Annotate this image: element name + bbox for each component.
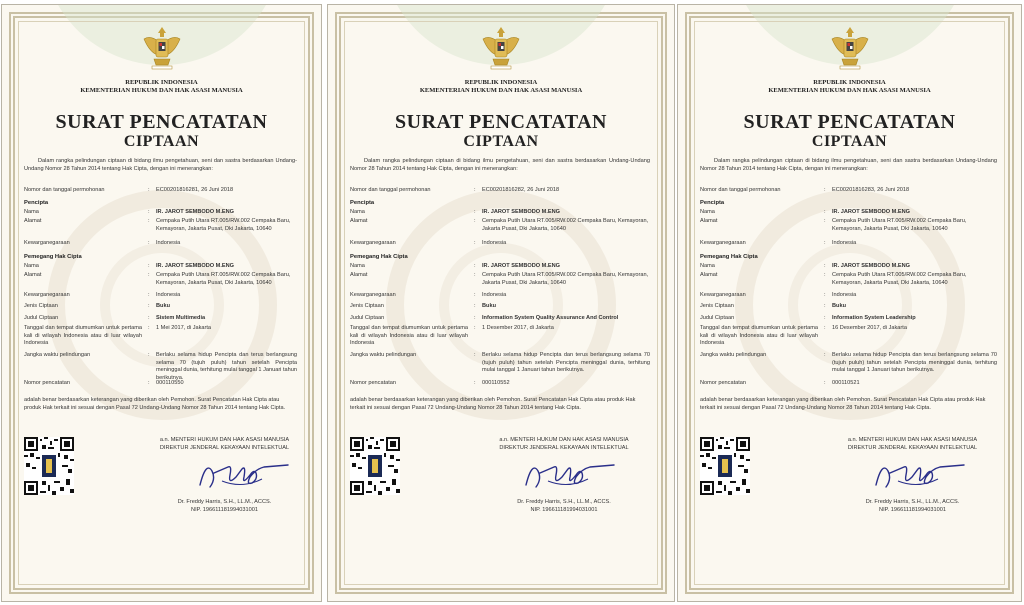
colon: : — [148, 209, 150, 215]
work-type-label: Jenis Ciptaan — [700, 303, 734, 309]
colon: : — [474, 218, 476, 224]
colon: : — [474, 263, 476, 269]
sign-line2: DIREKTUR JENDERAL KEKAYAAN INTELEKTUAL — [847, 445, 978, 451]
colon: : — [148, 240, 150, 246]
announced-value: 1 Mei 2017, di Jakarta — [156, 325, 212, 331]
name-label: Nama — [700, 209, 715, 215]
garuda-emblem-icon — [140, 25, 184, 71]
application-value: EC00201816283, 26 Juni 2018 — [832, 187, 910, 193]
holder-section-title: Pemegang Hak Cipta — [700, 254, 758, 260]
work-title-label: Judul Ciptaan — [24, 315, 59, 321]
work-title-label: Judul Ciptaan — [350, 315, 385, 321]
title-line1: SURAT PENCATATAN — [55, 111, 268, 133]
application-value: EC00201816282, 26 Juni 2018 — [482, 187, 560, 193]
colon: : — [824, 352, 826, 358]
colon: : — [474, 187, 476, 193]
address-label: Alamat — [350, 272, 368, 278]
signer-nip: NIP. 196611181994031001 — [879, 507, 946, 513]
holder-section-title: Pemegang Hak Cipta — [350, 254, 408, 260]
colon: : — [148, 272, 150, 278]
record-label: Nomor pencatatan — [24, 380, 71, 386]
address-label: Alamat — [24, 272, 42, 278]
protection-label: Jangka waktu pelindungan — [24, 352, 91, 358]
colon: : — [824, 315, 826, 321]
colon: : — [474, 380, 476, 386]
creator-nationality-value: Indonesia — [482, 240, 507, 246]
colon: : — [474, 352, 476, 358]
nationality-label: Kewarganegaraan — [24, 240, 70, 246]
work-title-value: Sistem Multimedia — [156, 315, 206, 321]
header-country: REPUBLIK INDONESIA — [813, 79, 886, 86]
name-label: Nama — [350, 209, 365, 215]
protection-label: Jangka waktu pelindungan — [350, 352, 417, 358]
nationality-label: Kewarganegaraan — [700, 240, 746, 246]
colon: : — [824, 325, 826, 331]
colon: : — [474, 325, 476, 331]
application-label: Nomor dan tanggal permohonan — [700, 187, 781, 193]
application-label: Nomor dan tanggal permohonan — [350, 187, 431, 193]
holder-nationality-value: Indonesia — [832, 292, 857, 298]
creator-name-value: IR. JAROT SEMBODO M.ENG — [482, 209, 561, 215]
closing-text: adalah benar berdasarkan keterangan yang diberikan oleh Pemohon. Surat Pencatatan Hak Cipta atau produk Hak terkait ini sesuai dengan Pasal 72 Undang-Undang Nomor 28 Tahun 2014 tentang Hak Cipta. — [350, 397, 636, 411]
work-type-value: Buku — [832, 303, 846, 309]
colon: : — [824, 303, 826, 309]
garuda-emblem-icon — [479, 25, 523, 71]
colon: : — [474, 315, 476, 321]
title-line2: CIPTAAN — [811, 133, 888, 150]
record-value: 000110550 — [156, 380, 184, 386]
qr-code-icon — [350, 437, 400, 495]
holder-nationality-value: Indonesia — [156, 292, 181, 298]
qr-code-icon — [24, 437, 74, 495]
colon: : — [474, 292, 476, 298]
creator-section-title: Pencipta — [24, 200, 49, 206]
announced-value: 16 Desember 2017, di Jakarta — [832, 325, 907, 331]
work-type-value: Buku — [482, 303, 496, 309]
colon: : — [148, 380, 150, 386]
work-title-value: Information System Leadership — [832, 315, 916, 321]
announced-label: Tanggal dan tempat diumumkan untuk pertama kali di wilayah Indonesia atau di luar wilayah Indonesia — [700, 325, 818, 347]
protection-value: Berlaku selama hidup Pencipta dan terus berlangsung selama 70 (tujuh puluh) tahun setelah Pencipta meninggal dunia, terhitung mulai tanggal 1 Januari tahun berikutnya. — [832, 352, 997, 374]
protection-value: Berlaku selama hidup Pencipta dan terus berlangsung selama 70 (tujuh puluh) tahun setelah Pencipta meninggal dunia, terhitung mulai tanggal 1 Januari tahun berikutnya. — [156, 352, 297, 381]
creator-address-value: Cempaka Putih Utara RT.005/RW.002 Cempaka Baru, Kemayoran, Jakarta Pusat, Dki Jakarta, 10640 — [832, 218, 967, 232]
colon: : — [148, 292, 150, 298]
sign-line1: a.n. MENTERI HUKUM DAN HAK ASASI MANUSIA — [499, 437, 629, 443]
holder-address-value: Cempaka Putih Utara RT.005/RW.002 Cempaka Baru, Kemayoran, Jakarta Pusat, Dki Jakarta, 10640 — [832, 272, 967, 286]
holder-nationality-value: Indonesia — [482, 292, 507, 298]
name-label: Nama — [24, 263, 39, 269]
signer-name: Dr. Freddy Harris, S.H., LL.M., ACCS. — [517, 499, 611, 505]
nationality-label: Kewarganegaraan — [350, 240, 396, 246]
holder-address-value: Cempaka Putih Utara RT.005/RW.002 Cempaka Baru, Kemayoran, Jakarta Pusat, Dki Jakarta, 10640 — [482, 272, 649, 286]
name-label: Nama — [24, 209, 39, 215]
record-label: Nomor pencatatan — [350, 380, 397, 386]
colon: : — [824, 187, 826, 193]
colon: : — [148, 187, 150, 193]
nationality-label: Kewarganegaraan — [24, 292, 70, 298]
certificate-1 — [1, 4, 322, 602]
holder-name-value: IR. JAROT SEMBODO M.ENG — [156, 263, 235, 269]
colon: : — [474, 272, 476, 278]
nationality-label: Kewarganegaraan — [350, 292, 396, 298]
title-line2: CIPTAAN — [123, 133, 200, 150]
record-value: 000110552 — [482, 380, 510, 386]
header-ministry: KEMENTERIAN HUKUM DAN HAK ASASI MANUSIA — [419, 87, 583, 94]
holder-address-value: Cempaka Putih Utara RT.005/RW.002 Cempaka Baru, Kemayoran, Jakarta Pusat, Dki Jakarta, 10640 — [156, 272, 291, 286]
creator-nationality-value: Indonesia — [156, 240, 181, 246]
signature-icon — [192, 455, 292, 493]
intro-text: Dalam rangka pelindungan ciptaan di bidang ilmu pengetahuan, seni dan sastra berdasarkan Undang-Undang Nomor 28 Tahun 2014 tentang Hak Cipta, dengan ini menerangkan: — [350, 158, 650, 172]
sign-line1: a.n. MENTERI HUKUM DAN HAK ASASI MANUSIA — [159, 437, 290, 443]
work-title-label: Judul Ciptaan — [700, 315, 735, 321]
record-value: 000110521 — [832, 380, 860, 386]
record-label: Nomor pencatatan — [700, 380, 747, 386]
creator-name-value: IR. JAROT SEMBODO M.ENG — [832, 209, 911, 215]
colon: : — [824, 218, 826, 224]
creator-section-title: Pencipta — [350, 200, 375, 206]
work-type-value: Buku — [156, 303, 170, 309]
creator-section-title: Pencipta — [700, 200, 725, 206]
header-ministry: KEMENTERIAN HUKUM DAN HAK ASASI MANUSIA — [768, 87, 931, 94]
sign-line1: a.n. MENTERI HUKUM DAN HAK ASASI MANUSIA — [847, 437, 978, 443]
intro-text: Dalam rangka pelindungan ciptaan di bidang ilmu pengetahuan, seni dan sastra berdasarkan Undang-Undang Nomor 28 Tahun 2014 tentang Hak Cipta, dengan ini menerangkan: — [700, 158, 997, 172]
sign-line2: DIREKTUR JENDERAL KEKAYAAN INTELEKTUAL — [499, 445, 629, 451]
colon: : — [148, 352, 150, 358]
holder-name-value: IR. JAROT SEMBODO M.ENG — [832, 263, 911, 269]
creator-name-value: IR. JAROT SEMBODO M.ENG — [156, 209, 235, 215]
announced-value: 1 Desember 2017, di Jakarta — [482, 325, 554, 331]
application-value: EC00201816281, 26 Juni 2018 — [156, 187, 234, 193]
title-line2: CIPTAAN — [463, 133, 539, 150]
colon: : — [824, 240, 826, 246]
certificate-3 — [677, 4, 1022, 602]
closing-text: adalah benar berdasarkan keterangan yang diberikan oleh Pemohon. Surat Pencatatan Hak Cipta atau produk Hak terkait ini sesuai dengan Pasal 72 Undang-Undang Nomor 28 Tahun 2014 tentang Hak Cipta. — [700, 397, 986, 411]
holder-name-value: IR. JAROT SEMBODO M.ENG — [482, 263, 561, 269]
creator-nationality-value: Indonesia — [832, 240, 857, 246]
signer-nip: NIP. 196611181994031001 — [191, 507, 258, 513]
application-label: Nomor dan tanggal permohonan — [24, 187, 105, 193]
address-label: Alamat — [700, 272, 718, 278]
closing-text: adalah benar berdasarkan keterangan yang diberikan oleh Pemohon. Surat Pencatatan Hak Cipta atau produk Hak terkait ini sesuai dengan Pasal 72 Undang-Undang Nomor 28 Tahun 2014 tentang Hak Cipta. — [24, 397, 286, 411]
intro-text: Dalam rangka pelindungan ciptaan di bidang ilmu pengetahuan, seni dan sastra berdasarkan Undang-Undang Nomor 28 Tahun 2014 tentang Hak Cipta, dengan ini menerangkan: — [24, 158, 297, 172]
work-title-value: Information System Quality Assurance And Control — [482, 315, 619, 321]
sign-line2: DIREKTUR JENDERAL KEKAYAAN INTELEKTUAL — [159, 445, 290, 451]
announced-label: Tanggal dan tempat diumumkan untuk pertama kali di wilayah Indonesia atau di luar wilayah Indonesia — [350, 325, 468, 347]
holder-section-title: Pemegang Hak Cipta — [24, 254, 82, 260]
protection-value: Berlaku selama hidup Pencipta dan terus berlangsung selama 70 (tujuh puluh) tahun setelah Pencipta meninggal dunia, terhitung mulai tanggal 1 Januari tahun berikutnya. — [482, 352, 650, 374]
header-country: REPUBLIK INDONESIA — [464, 79, 538, 86]
colon: : — [474, 209, 476, 215]
creator-address-value: Cempaka Putih Utara RT.005/RW.002 Cempaka Baru, Kemayoran, Jakarta Pusat, Dki Jakarta, 10640 — [156, 218, 291, 232]
title-line1: SURAT PENCATATAN — [743, 111, 956, 133]
signature-icon — [868, 455, 968, 493]
colon: : — [148, 325, 150, 331]
colon: : — [148, 263, 150, 269]
colon: : — [148, 218, 150, 224]
signer-name: Dr. Freddy Harris, S.H., LL.M., ACCS. — [865, 499, 960, 505]
announced-label: Tanggal dan tempat diumumkan untuk pertama kali di wilayah Indonesia atau di luar wilayah Indonesia — [24, 325, 142, 347]
name-label: Nama — [350, 263, 365, 269]
signer-name: Dr. Freddy Harris, S.H., LL.M., ACCS. — [177, 499, 272, 505]
certificate-2 — [327, 4, 675, 602]
colon: : — [148, 303, 150, 309]
colon: : — [474, 303, 476, 309]
signer-nip: NIP. 196611181994031001 — [530, 507, 598, 513]
qr-code-icon — [700, 437, 750, 495]
signature-icon — [518, 455, 618, 493]
header-ministry: KEMENTERIAN HUKUM DAN HAK ASASI MANUSIA — [80, 87, 243, 94]
name-label: Nama — [700, 263, 715, 269]
title-line1: SURAT PENCATATAN — [395, 111, 607, 133]
work-type-label: Jenis Ciptaan — [350, 303, 384, 309]
address-label: Alamat — [700, 218, 718, 224]
colon: : — [148, 315, 150, 321]
creator-address-value: Cempaka Putih Utara RT.005/RW.002 Cempaka Baru, Kemayoran, Jakarta Pusat, Dki Jakarta, 10640 — [482, 218, 649, 232]
protection-label: Jangka waktu pelindungan — [700, 352, 767, 358]
address-label: Alamat — [350, 218, 368, 224]
colon: : — [824, 209, 826, 215]
colon: : — [824, 263, 826, 269]
colon: : — [824, 380, 826, 386]
address-label: Alamat — [24, 218, 42, 224]
colon: : — [474, 240, 476, 246]
work-type-label: Jenis Ciptaan — [24, 303, 58, 309]
header-country: REPUBLIK INDONESIA — [125, 79, 198, 86]
garuda-emblem-icon — [828, 25, 872, 71]
colon: : — [824, 292, 826, 298]
colon: : — [824, 272, 826, 278]
nationality-label: Kewarganegaraan — [700, 292, 746, 298]
